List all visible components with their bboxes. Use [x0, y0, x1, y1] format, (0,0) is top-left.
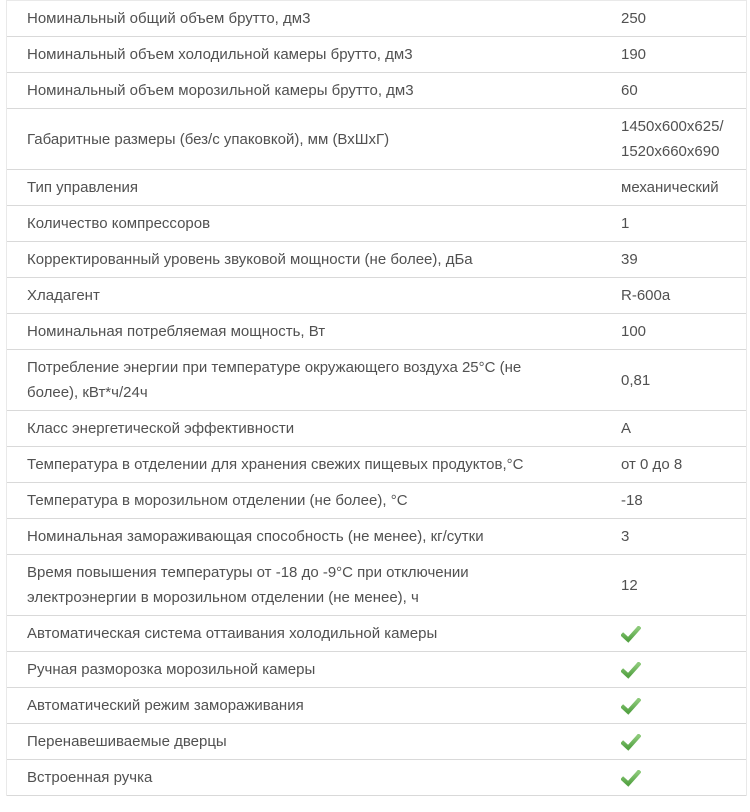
- table-row: [7, 724, 746, 760]
- check-icon: [621, 734, 641, 751]
- spec-value-check: [617, 624, 746, 643]
- table-row: [7, 411, 746, 447]
- table-row: [7, 688, 746, 724]
- spec-label: Номинальная замораживающая способность (не менее), кг/сутки: [27, 528, 484, 545]
- spec-label-line: более), кВт*ч/24ч: [27, 384, 148, 401]
- spec-value: от 0 до 8: [621, 456, 683, 473]
- table-row: [7, 314, 746, 350]
- spec-value: 39: [621, 251, 638, 268]
- check-icon: [621, 698, 641, 715]
- spec-value: 100: [621, 323, 647, 340]
- spec-value-check: [617, 696, 746, 715]
- spec-label: Количество компрессоров: [27, 215, 211, 232]
- spec-value: 0,81: [621, 371, 651, 389]
- spec-label-line: Время повышения температуры от -18 до -9°С при отключении: [27, 564, 469, 581]
- spec-label-line: электроэнергии в морозильном отделении (не менее), ч: [27, 589, 419, 606]
- table-row: [7, 519, 746, 555]
- spec-label: Номинальный объем морозильной камеры брутто, дм3: [27, 82, 414, 99]
- spec-value: 190: [621, 46, 647, 63]
- spec-label-line: Потребление энергии при температуре окружающего воздуха 25°С (не: [27, 359, 522, 376]
- spec-value-line: 1520х660х690: [621, 143, 720, 160]
- spec-value: А: [621, 420, 632, 437]
- spec-value: 3: [621, 528, 630, 545]
- spec-label: Корректированный уровень звуковой мощности (не более), дБа: [27, 251, 473, 268]
- spec-label: Номинальный общий объем брутто, дм3: [27, 10, 311, 27]
- check-icon: [621, 770, 641, 787]
- spec-value: механический: [621, 179, 719, 196]
- spec-value-check: [617, 660, 746, 679]
- spec-value-check: [617, 732, 746, 751]
- spec-value: 12: [621, 576, 638, 594]
- spec-value: 250: [621, 10, 647, 27]
- spec-label: Хладагент: [27, 287, 100, 304]
- table-row: [7, 616, 746, 652]
- table-row: [7, 278, 746, 314]
- table-row: [7, 760, 746, 796]
- check-icon: [621, 662, 641, 679]
- spec-value-check: [617, 768, 746, 787]
- table-row: [7, 37, 746, 73]
- table-row: [7, 1, 746, 37]
- spec-label: Тип управления: [27, 179, 138, 196]
- spec-label: Номинальный объем холодильной камеры брутто, дм3: [27, 46, 413, 63]
- table-row: [7, 350, 746, 411]
- spec-value: -18: [621, 492, 643, 509]
- table-row: [7, 652, 746, 688]
- spec-label: [7, 355, 617, 405]
- spec-label: Встроенная ручка: [27, 769, 153, 786]
- check-icon: [621, 626, 641, 643]
- table-row: [7, 483, 746, 519]
- table-row: [7, 109, 746, 170]
- spec-value: 1: [621, 215, 630, 232]
- table-row: [7, 73, 746, 109]
- spec-label: Номинальная потребляемая мощность, Вт: [27, 323, 326, 340]
- spec-label: [7, 560, 617, 610]
- table-row: [7, 555, 746, 616]
- table-row: [7, 170, 746, 206]
- spec-value: R-600a: [621, 287, 671, 304]
- spec-label: Автоматический режим замораживания: [27, 697, 304, 714]
- table-row: [7, 242, 746, 278]
- spec-label: Автоматическая система оттаивания холодильной камеры: [27, 625, 438, 642]
- spec-label: Перенавешиваемые дверцы: [27, 733, 227, 750]
- spec-label: Габаритные размеры (без/с упаковкой), мм (ВхШхГ): [27, 130, 390, 148]
- spec-label: Класс энергетической эффективности: [27, 420, 295, 437]
- spec-label: Ручная разморозка морозильной камеры: [27, 661, 316, 678]
- spec-value: [617, 114, 746, 164]
- table-row: [7, 206, 746, 242]
- spec-label: Температура в отделении для хранения свежих пищевых продуктов,°С: [27, 456, 524, 473]
- spec-value-line: 1450х600х625/: [621, 118, 724, 135]
- specs-table: [6, 0, 747, 796]
- spec-label: Температура в морозильном отделении (не более), °С: [27, 492, 408, 509]
- table-row: [7, 447, 746, 483]
- spec-value: 60: [621, 82, 638, 99]
